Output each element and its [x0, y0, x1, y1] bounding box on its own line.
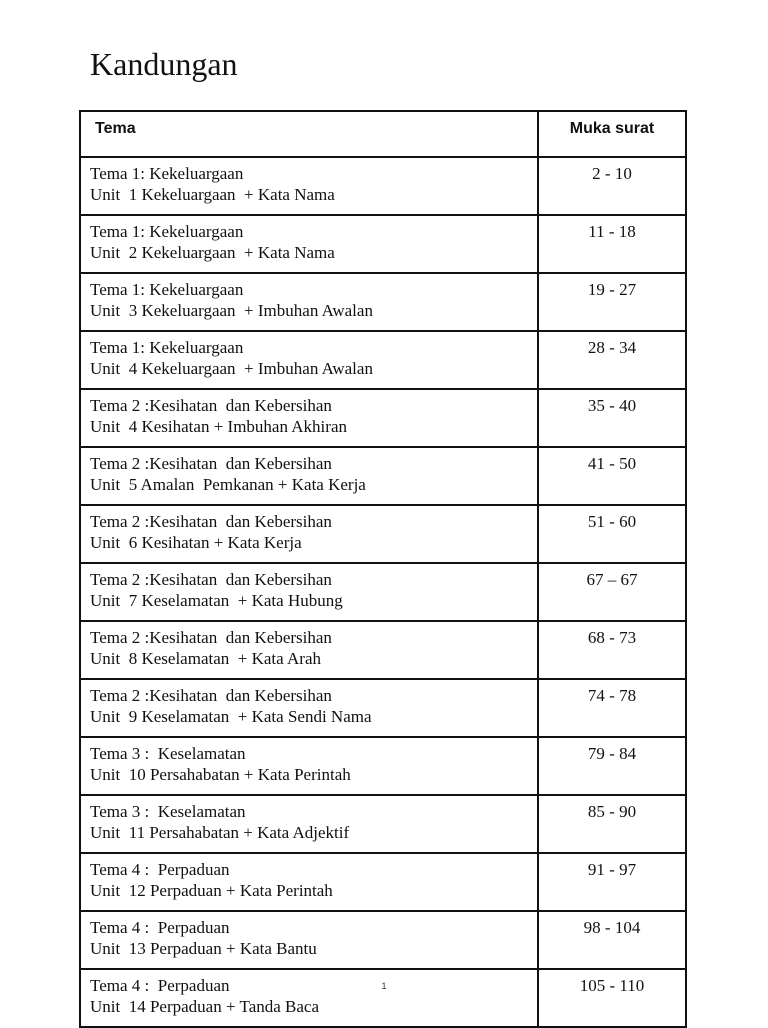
tema-cell	[80, 969, 538, 1027]
table-row	[80, 969, 686, 1027]
unit-title: Unit 4 Kesihatan + Imbuhan Akhiran	[90, 417, 347, 436]
unit-title: Unit 7 Keselamatan + Kata Hubung	[90, 591, 343, 610]
table-row	[80, 911, 686, 969]
page-range-cell: 79 - 84	[538, 737, 686, 795]
page-range-cell: 98 - 104	[538, 911, 686, 969]
table-row	[80, 389, 686, 447]
contents-table	[79, 110, 687, 1028]
tema-cell	[80, 621, 538, 679]
tema-title: Tema 1: Kekeluargaan	[90, 338, 244, 357]
unit-title: Unit 14 Perpaduan + Tanda Baca	[90, 997, 320, 1016]
page-range-cell: 2 - 10	[538, 157, 686, 215]
page-title: Kandungan	[90, 46, 238, 82]
table-row	[80, 157, 686, 215]
tema-title: Tema 1: Kekeluargaan	[90, 164, 244, 183]
table-body	[80, 157, 686, 1027]
page-range-cell: 85 - 90	[538, 795, 686, 853]
page-range-cell: 35 - 40	[538, 389, 686, 447]
table-row	[80, 447, 686, 505]
tema-title: Tema 4 : Perpaduan	[90, 860, 230, 879]
page-range-cell: 41 - 50	[538, 447, 686, 505]
tema-title: Tema 2 :Kesihatan dan Kebersihan	[90, 686, 332, 705]
page-range-cell: 68 - 73	[538, 621, 686, 679]
page-range-cell: 11 - 18	[538, 215, 686, 273]
unit-title: Unit 1 Kekeluargaan + Kata Nama	[90, 185, 335, 204]
unit-title: Unit 2 Kekeluargaan + Kata Nama	[90, 243, 335, 262]
table-row	[80, 853, 686, 911]
page-range-cell: 51 - 60	[538, 505, 686, 563]
table-row	[80, 563, 686, 621]
unit-title: Unit 5 Amalan Pemkanan + Kata Kerja	[90, 475, 366, 494]
page-number: 1	[381, 981, 387, 991]
unit-title: Unit 9 Keselamatan + Kata Sendi Nama	[90, 707, 372, 726]
page-range-cell: 28 - 34	[538, 331, 686, 389]
tema-title: Tema 2 :Kesihatan dan Kebersihan	[90, 570, 332, 589]
tema-cell	[80, 563, 538, 621]
page-range-cell: 105 - 110	[538, 969, 686, 1027]
tema-title: Tema 3 : Keselamatan	[90, 802, 246, 821]
unit-title: Unit 4 Kekeluargaan + Imbuhan Awalan	[90, 359, 373, 378]
page-range-cell: 91 - 97	[538, 853, 686, 911]
unit-title: Unit 12 Perpaduan + Kata Perintah	[90, 881, 333, 900]
tema-title: Tema 2 :Kesihatan dan Kebersihan	[90, 628, 332, 647]
tema-title: Tema 2 :Kesihatan dan Kebersihan	[90, 396, 332, 415]
page-range-cell: 74 - 78	[538, 679, 686, 737]
table-row	[80, 621, 686, 679]
unit-title: Unit 10 Persahabatan + Kata Perintah	[90, 765, 351, 784]
tema-title: Tema 1: Kekeluargaan	[90, 222, 244, 241]
tema-title: Tema 4 : Perpaduan	[90, 918, 230, 937]
tema-cell	[80, 853, 538, 911]
tema-title: Tema 2 :Kesihatan dan Kebersihan	[90, 512, 332, 531]
table-row	[80, 215, 686, 273]
unit-title: Unit 13 Perpaduan + Kata Bantu	[90, 939, 317, 958]
header-tema: Tema	[80, 111, 538, 157]
unit-title: Unit 6 Kesihatan + Kata Kerja	[90, 533, 302, 552]
tema-cell	[80, 157, 538, 215]
tema-title: Tema 3 : Keselamatan	[90, 744, 246, 763]
tema-title: Tema 2 :Kesihatan dan Kebersihan	[90, 454, 332, 473]
page-range-cell: 19 - 27	[538, 273, 686, 331]
tema-cell	[80, 389, 538, 447]
tema-title: Tema 4 : Perpaduan	[90, 976, 230, 995]
tema-cell	[80, 911, 538, 969]
tema-cell	[80, 447, 538, 505]
unit-title: Unit 8 Keselamatan + Kata Arah	[90, 649, 321, 668]
tema-cell	[80, 737, 538, 795]
table-row	[80, 679, 686, 737]
tema-cell	[80, 215, 538, 273]
header-muka-surat: Muka surat	[538, 111, 686, 157]
tema-cell	[80, 273, 538, 331]
tema-cell	[80, 679, 538, 737]
table-row	[80, 737, 686, 795]
table-row	[80, 505, 686, 563]
unit-title: Unit 3 Kekeluargaan + Imbuhan Awalan	[90, 301, 373, 320]
unit-title: Unit 11 Persahabatan + Kata Adjektif	[90, 823, 350, 842]
table-row	[80, 795, 686, 853]
tema-cell	[80, 331, 538, 389]
tema-cell	[80, 795, 538, 853]
table-header-row	[80, 111, 686, 157]
tema-title: Tema 1: Kekeluargaan	[90, 280, 244, 299]
table-row	[80, 273, 686, 331]
table-row	[80, 331, 686, 389]
tema-cell	[80, 505, 538, 563]
page-range-cell: 67 – 67	[538, 563, 686, 621]
